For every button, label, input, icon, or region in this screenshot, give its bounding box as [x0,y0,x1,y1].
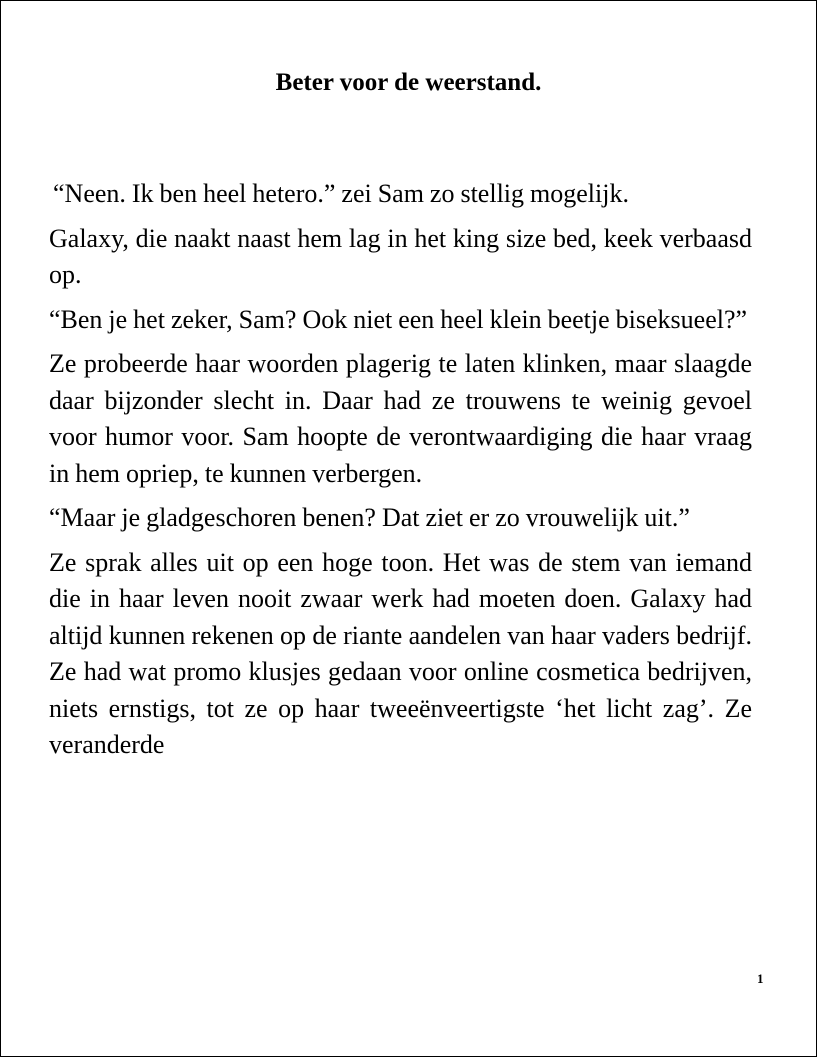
document-title: Beter voor de weerstand. [275,69,542,96]
paragraph-4: Ze probeerde haar woorden plagerig te laten klinken, maar slaagde daar bijzonder slecht in. Daar had ze trouwens te weinig gevoel voor humor voor. Sam hoopte de verontwaardiging die haar vraag in hem opriep, te kunnen verbergen. [49,349,752,488]
paragraph-5: “Maar je gladgeschoren benen? Dat ziet er zo vrouwelijk uit.” [49,503,690,532]
paragraph-1: “Neen. Ik ben heel hetero.” zei Sam zo stellig mogelijk. [53,179,629,208]
document-body [49,176,752,772]
paragraph-6: Ze sprak alles uit op een hoge toon. Het was de stem van iemand die in haar leven nooit zwaar werk had moeten doen. Galaxy had altijd kunnen rekenen op de riante aandelen van haar vaders bedrijf. Ze had wat promo klusjes gedaan voor online cosmetica bedrijven, niets ernstigs, tot ze op haar tweeënveertigste ‘het licht zag’. Ze veranderde [49,547,752,759]
paragraph-2: Galaxy, die naakt naast hem lag in het king size bed, keek verbaasd op. [49,223,752,289]
paragraph-3: “Ben je het zeker, Sam? Ook niet een heel klein beetje biseksueel?” [49,304,748,334]
page-number: 1 [757,971,764,986]
